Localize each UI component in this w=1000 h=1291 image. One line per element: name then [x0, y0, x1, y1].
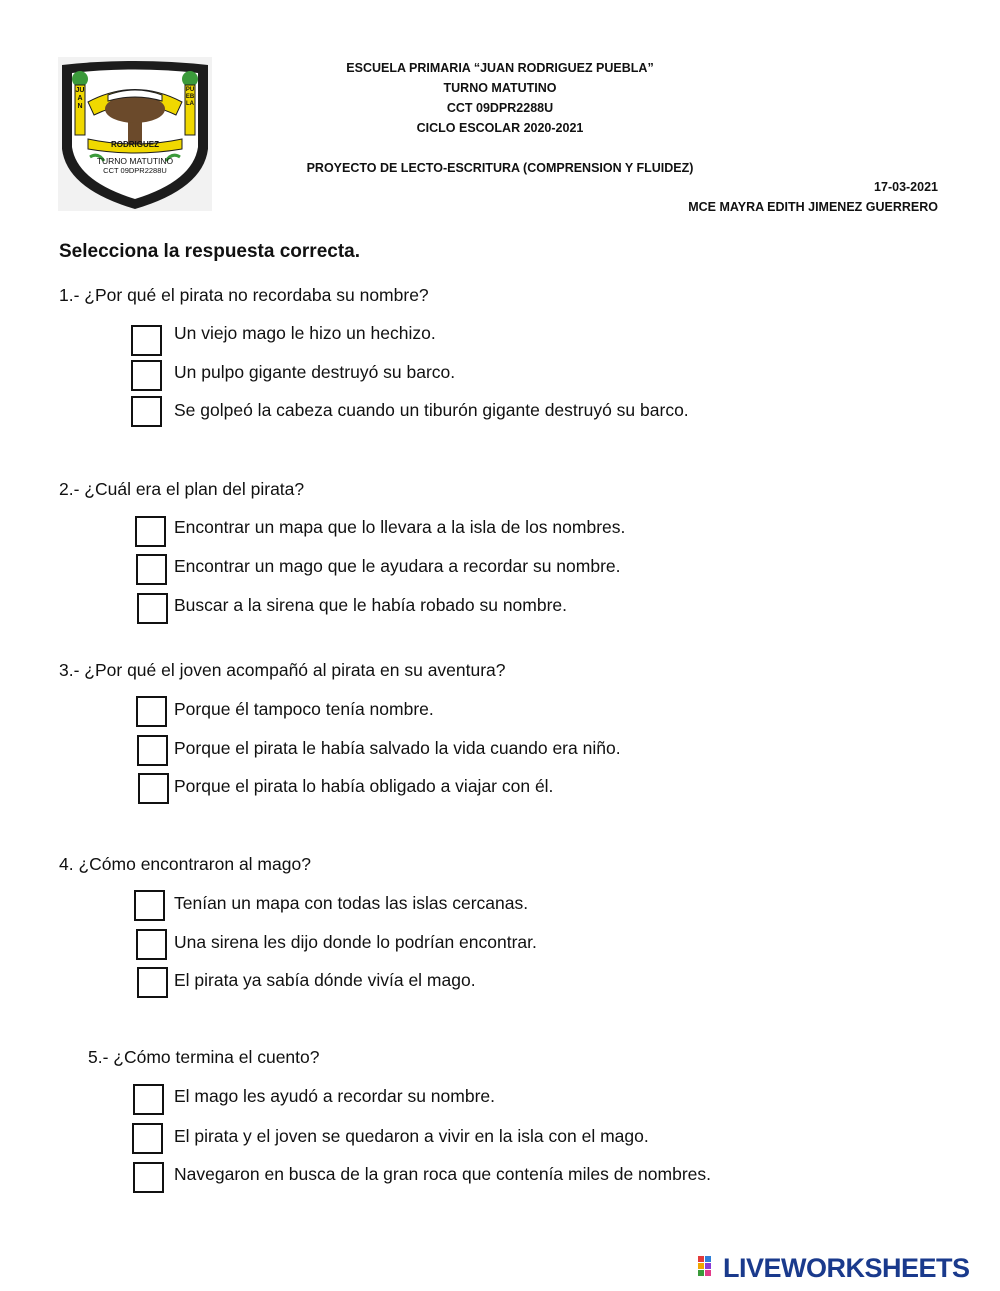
- answer-option: Navegaron en busca de la gran roca que contenía miles de nombres.: [174, 1164, 711, 1184]
- shift-label: TURNO MATUTINO: [443, 81, 557, 95]
- logo-line1: TURNO MATUTINO: [96, 156, 174, 166]
- answer-option: Porque el pirata le había salvado la vida cuando era niño.: [174, 738, 621, 758]
- question-5: 5.- ¿Cómo termina el cuento?: [88, 1047, 320, 1067]
- answer-checkbox[interactable]: [136, 696, 167, 727]
- answer-option: El pirata ya sabía dónde vivía el mago.: [174, 970, 476, 990]
- logo-text-left: JUAN: [75, 87, 85, 110]
- question-4: 4. ¿Cómo encontraron al mago?: [59, 854, 311, 874]
- answer-checkbox[interactable]: [134, 890, 165, 921]
- answer-option: El pirata y el joven se quedaron a vivir en la isla con el mago.: [174, 1126, 649, 1146]
- answer-option: Tenían un mapa con todas las islas cercanas.: [174, 893, 529, 913]
- date: 17-03-2021: [874, 180, 938, 194]
- answer-checkbox[interactable]: [133, 1084, 164, 1115]
- question-2: 2.- ¿Cuál era el plan del pirata?: [59, 479, 305, 499]
- answer-checkbox[interactable]: [136, 554, 167, 585]
- shield-emblem-icon: [58, 57, 212, 211]
- answer-checkbox[interactable]: [131, 360, 162, 391]
- answer-checkbox[interactable]: [133, 1162, 164, 1193]
- logo-ribbon-text: RODRIGUEZ: [111, 140, 159, 149]
- answer-option: Encontrar un mago que le ayudara a recordar su nombre.: [174, 556, 621, 576]
- answer-checkbox[interactable]: [138, 773, 169, 804]
- school-name: ESCUELA PRIMARIA “JUAN RODRIGUEZ PUEBLA”: [346, 61, 654, 75]
- project-title: PROYECTO DE LECTO-ESCRITURA (COMPRENSION Y FLUIDEZ): [306, 161, 694, 175]
- answer-checkbox[interactable]: [137, 735, 168, 766]
- logo-line2: CCT 09DPR2288U: [103, 166, 167, 175]
- answer-option: Buscar a la sirena que le había robado su nombre.: [174, 595, 568, 615]
- school-cycle: CICLO ESCOLAR 2020-2021: [416, 121, 584, 135]
- teacher-name: MCE MAYRA EDITH JIMENEZ GUERRERO: [688, 200, 938, 214]
- answer-option: Un viejo mago le hizo un hechizo.: [174, 323, 436, 343]
- answer-checkbox[interactable]: [136, 929, 167, 960]
- question-3: 3.- ¿Por qué el joven acompañó al pirata en su aventura?: [59, 660, 506, 680]
- answer-checkbox[interactable]: [132, 1123, 163, 1154]
- instruction: Selecciona la respuesta correcta.: [59, 241, 360, 262]
- answer-checkbox[interactable]: [135, 516, 166, 547]
- brand-text: LIVEWORKSHEETS: [723, 1252, 970, 1283]
- answer-checkbox[interactable]: [137, 593, 168, 624]
- school-logo: [58, 57, 212, 211]
- answer-option: Un pulpo gigante destruyó su barco.: [174, 362, 456, 382]
- logo-text-right: PUEBLA: [185, 87, 195, 107]
- answer-option: El mago les ayudó a recordar su nombre.: [174, 1086, 495, 1106]
- answer-option: Encontrar un mapa que lo llevara a la isla de los nombres.: [174, 517, 626, 537]
- answer-option: Una sirena les dijo donde lo podrían encontrar.: [174, 932, 537, 952]
- answer-option: Porque el pirata lo había obligado a viajar con él.: [174, 776, 554, 796]
- question-1: 1.- ¿Por qué el pirata no recordaba su nombre?: [59, 285, 429, 305]
- liveworksheets-icon: [697, 1254, 721, 1282]
- answer-checkbox[interactable]: [131, 325, 162, 356]
- liveworksheets-logo: [697, 1251, 970, 1285]
- answer-checkbox[interactable]: [131, 396, 162, 427]
- answer-checkbox[interactable]: [137, 967, 168, 998]
- answer-option: Se golpeó la cabeza cuando un tiburón gigante destruyó su barco.: [174, 400, 689, 420]
- answer-option: Porque él tampoco tenía nombre.: [174, 699, 434, 719]
- cct-code: CCT 09DPR2288U: [446, 101, 554, 115]
